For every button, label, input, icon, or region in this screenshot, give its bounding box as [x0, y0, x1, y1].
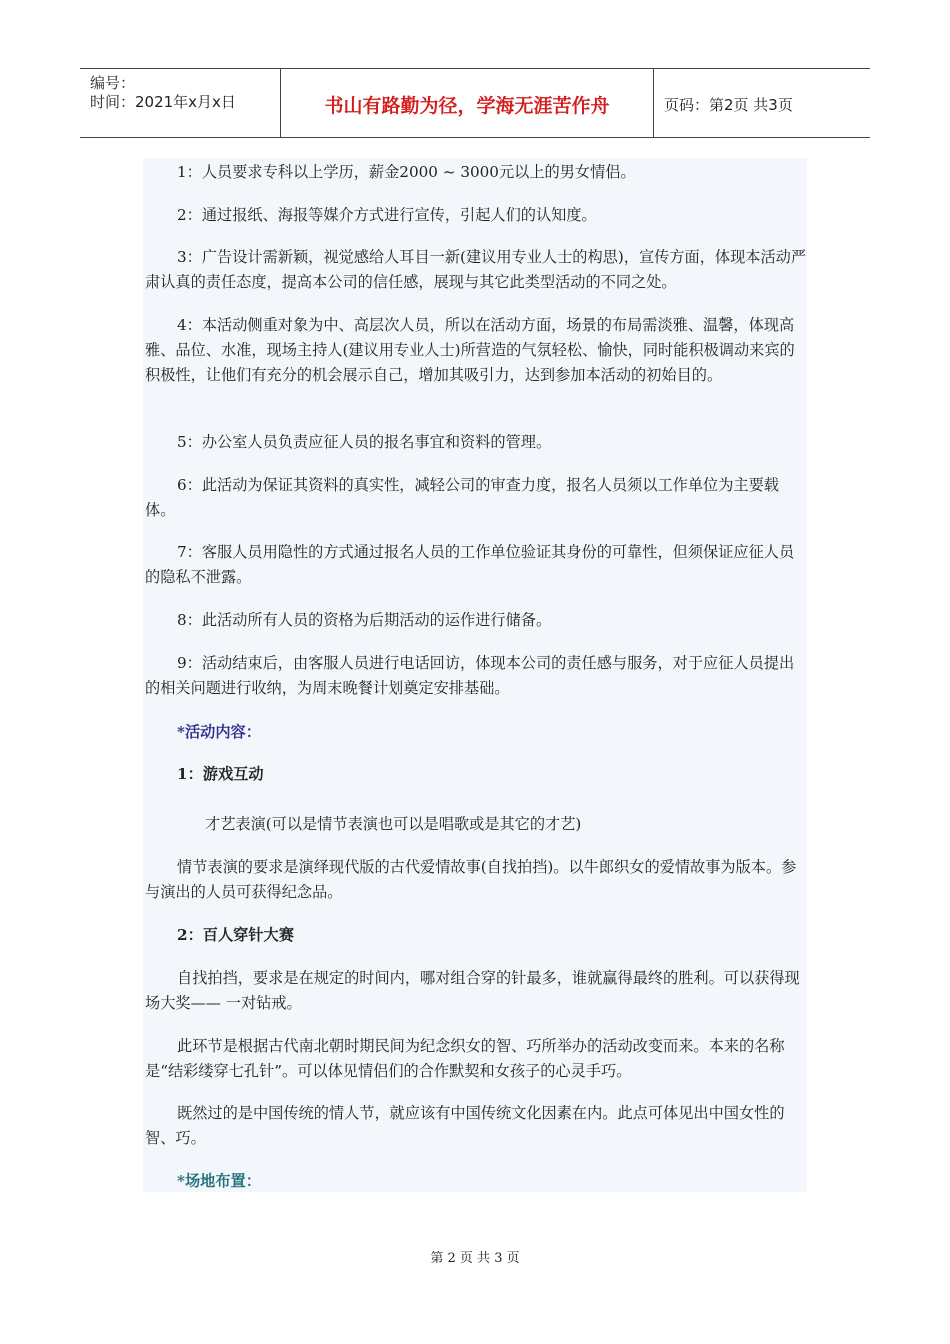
document-body — [143, 158, 807, 1192]
header-left-cell — [80, 69, 281, 137]
item2-title: 2：百人穿针大赛 — [177, 926, 294, 944]
item1-title: 1：游戏互动 — [177, 765, 264, 783]
paragraph-8: 8：此活动所有人员的资格为后期活动的运作进行储备。 — [177, 611, 552, 629]
item1-description: 情节表演的要求是演绎现代版的古代爱情故事(自找拍挡)。以牛郎织女的爱情故事为版本。参与演出的人员可获得纪念品。 — [145, 858, 797, 901]
page-footer: 第 2 页 共 3 页 — [430, 1251, 520, 1266]
document-date: 时间：2021年x月x日 — [90, 93, 236, 111]
item1-subtitle: 才艺表演(可以是情节表演也可以是唱歌或是其它的才艺) — [205, 815, 582, 833]
section-heading-venue: *场地布置： — [177, 1172, 261, 1190]
header-page-number: 页码：第2页 共3页 — [664, 96, 793, 114]
paragraph-7: 7：客服人员用隐性的方式通过报名人员的工作单位验证其身份的可靠性，但须保证应征人员的隐私不泄露。 — [145, 543, 795, 586]
item2-paragraph-3: 既然过的是中国传统的情人节，就应该有中国传统文化因素在内。此点可体见出中国女性的智、巧。 — [145, 1104, 785, 1147]
paragraph-2: 2：通过报纸、海报等媒介方式进行宣传，引起人们的认知度。 — [177, 206, 597, 224]
header-table — [80, 68, 870, 138]
header-right-cell — [654, 69, 870, 137]
header-motto: 书山有路勤为径，学海无涯苦作舟 — [324, 95, 610, 117]
item2-paragraph-2: 此环节是根据古代南北朝时期民间为纪念织女的智、巧所举办的活动改变而来。本来的名称是“结彩缕穿七孔针”。可以体见情侣们的合作默契和女孩子的心灵手巧。 — [145, 1037, 785, 1080]
paragraph-5: 5：办公室人员负责应征人员的报名事宜和资料的管理。 — [177, 433, 552, 451]
section-heading-activity-content: *活动内容： — [177, 723, 261, 741]
paragraph-6: 6：此活动为保证其资料的真实性，减轻公司的审查力度，报名人员须以工作单位为主要载体。 — [145, 476, 779, 519]
header-center-cell — [281, 69, 654, 137]
paragraph-4: 4：本活动侧重对象为中、高层次人员，所以在活动方面，场景的布局需淡雅、温馨，体现高雅、品位、水准，现场主持人(建议用专业人士)所营造的气氛轻松、愉快，同时能积极调动来宾的积极性，让他们有充分的机会展示自己，增加其吸引力，达到参加本活动的初始目的。 — [145, 316, 795, 384]
paragraph-1: 1：人员要求专科以上学历，薪金2000 ~ 3000元以上的男女情侣。 — [177, 163, 636, 181]
paragraph-3: 3：广告设计需新颖，视觉感给人耳目一新(建议用专业人士的构思)，宣传方面，体现本活动严肃认真的责任态度，提高本公司的信任感，展现与其它此类型活动的不同之处。 — [145, 248, 807, 291]
paragraph-9: 9：活动结束后，由客服人员进行电话回访，体现本公司的责任感与服务，对于应征人员提出的相关问题进行收纳，为周末晚餐计划奠定安排基础。 — [145, 654, 795, 697]
document-number-label: 编号： — [90, 74, 136, 92]
item2-paragraph-1: 自找拍挡，要求是在规定的时间内，哪对组合穿的针最多，谁就赢得最终的胜利。可以获得现场大奖—— 一对钻戒。 — [145, 969, 800, 1012]
